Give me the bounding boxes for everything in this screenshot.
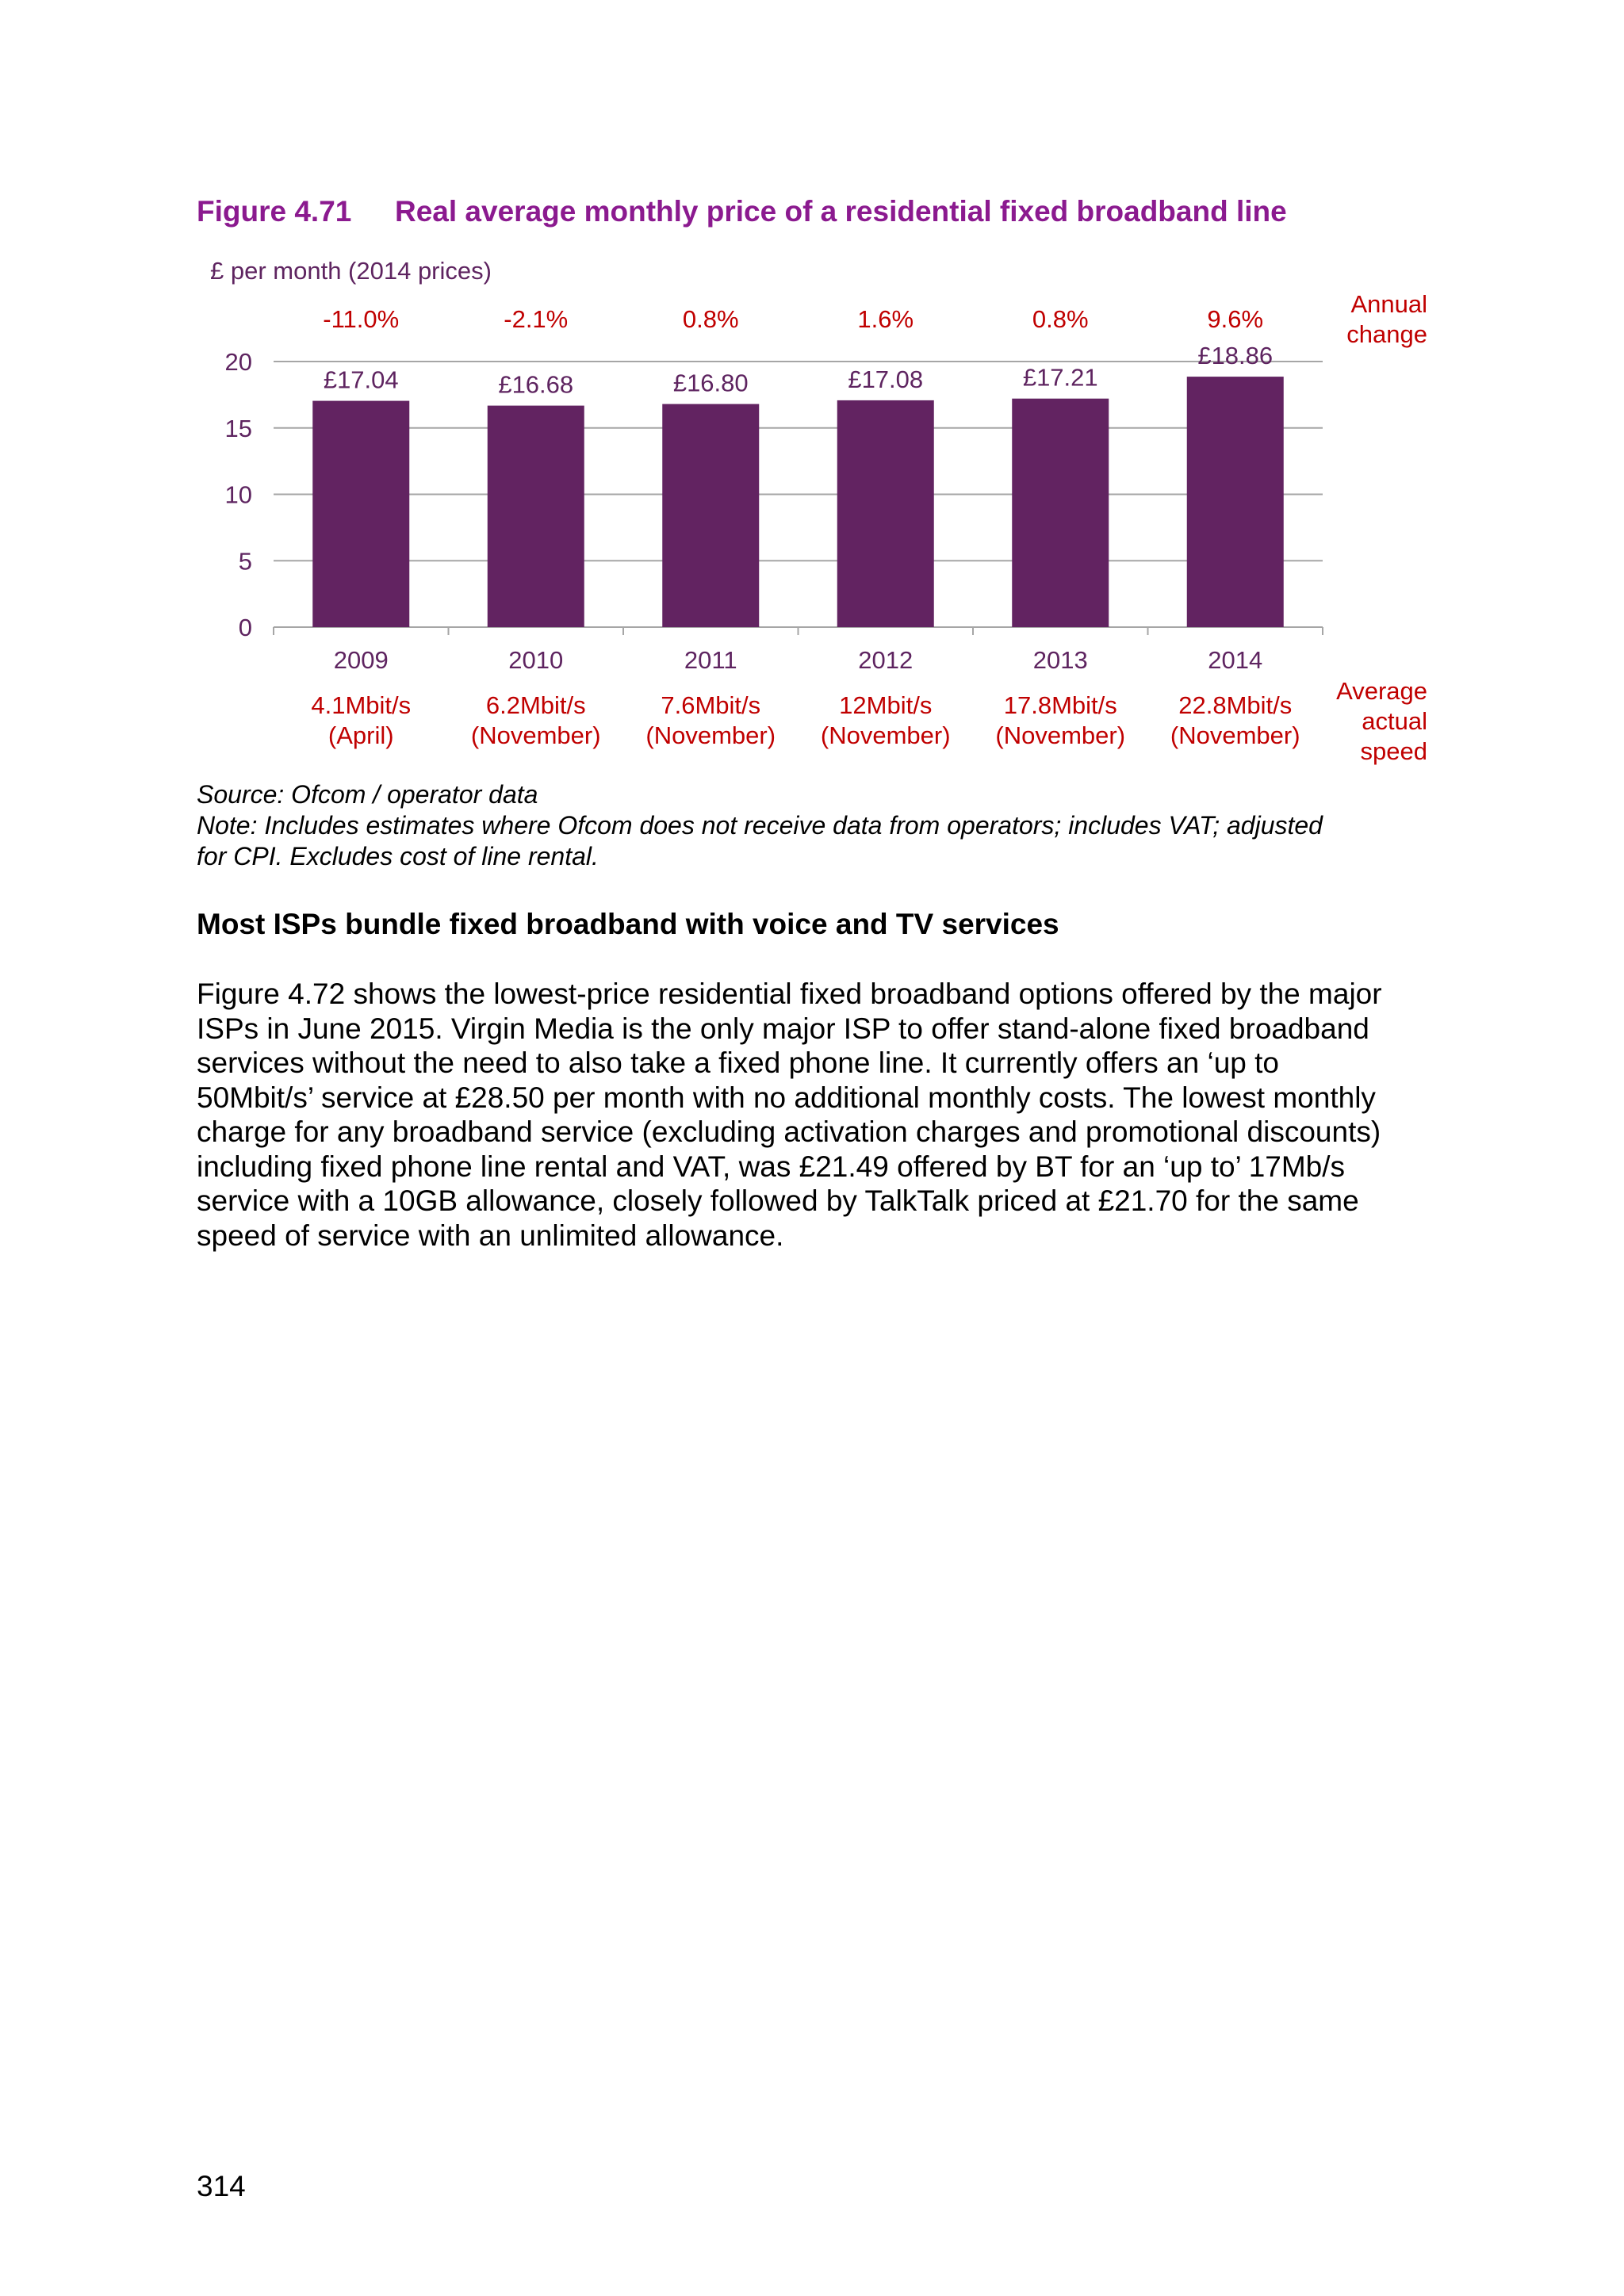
- annual-change-caption: change: [1346, 320, 1427, 348]
- x-tick-label: 2010: [508, 646, 564, 674]
- annual-change-label: 0.8%: [682, 305, 739, 333]
- bar-value-label: £18.86: [1197, 342, 1274, 370]
- figure-notes: [197, 779, 1434, 872]
- speed-label: 7.6Mbit/s: [661, 691, 761, 719]
- paragraph-line: 50Mbit/s’ service at £28.50 per month with no additional monthly costs. The lowest monthly: [197, 1081, 1376, 1114]
- speed-period-label: (April): [327, 721, 394, 749]
- speed-caption: speed: [1360, 737, 1427, 765]
- speed-label: 6.2Mbit/s: [485, 691, 586, 719]
- bar-value-label: £17.04: [323, 365, 399, 394]
- paragraph-line: speed of service with an unlimited allowance.: [197, 1219, 784, 1252]
- paragraph-line: charge for any broadband service (excluding activation charges and promotional discounts): [197, 1115, 1381, 1148]
- annual-change-label: 1.6%: [857, 305, 914, 333]
- x-tick-label: 2012: [858, 646, 914, 674]
- bar: [488, 406, 584, 627]
- paragraph-line: including fixed phone line rental and VAT, was £21.49 offered by BT for an ‘up to’ 17Mb/s: [197, 1150, 1346, 1183]
- x-tick-label: 2009: [333, 646, 389, 674]
- bar: [1012, 399, 1109, 627]
- speed-label: 4.1Mbit/s: [311, 691, 412, 719]
- x-tick-label: 2013: [1032, 646, 1088, 674]
- y-axis-label: £ per month (2014 prices): [210, 257, 492, 285]
- annual-change-caption: Annual: [1350, 290, 1427, 318]
- bar: [662, 404, 759, 627]
- speed-label: 17.8Mbit/s: [1003, 691, 1117, 719]
- y-tick-label: 5: [238, 547, 252, 576]
- speed-period-label: (November): [995, 721, 1126, 749]
- note-line-2: for CPI. Excludes cost of line rental.: [197, 842, 599, 871]
- body-paragraph: [197, 977, 1450, 1253]
- paragraph-line: services without the need to also take a fixed phone line. It currently offers an ‘up to: [197, 1047, 1280, 1079]
- figure-number: Figure 4.71: [197, 195, 352, 228]
- speed-label: 12Mbit/s: [839, 691, 933, 719]
- speed-caption: actual: [1362, 707, 1427, 735]
- paragraph-line: Figure 4.72 shows the lowest-price residential fixed broadband options offered by the major: [197, 978, 1382, 1010]
- bar-value-label: £16.80: [672, 369, 749, 397]
- paragraph-line: service with a 10GB allowance, closely followed by TalkTalk priced at £21.70 for the same: [197, 1184, 1359, 1217]
- speed-period-label: (November): [820, 721, 951, 749]
- paragraph-line: ISPs in June 2015. Virgin Media is the only major ISP to offer stand-alone fixed broadband: [197, 1012, 1369, 1045]
- y-tick-label: 20: [224, 348, 252, 376]
- source-line: Source: Ofcom / operator data: [197, 780, 538, 809]
- annual-change-label: 9.6%: [1207, 305, 1264, 333]
- section-heading: Most ISPs bundle fixed broadband with voice and TV services: [197, 908, 1059, 940]
- x-tick-label: 2014: [1208, 646, 1263, 674]
- y-tick-label: 0: [238, 614, 252, 641]
- bar-value-label: £17.08: [848, 365, 924, 393]
- bar-value-label: £16.68: [498, 370, 574, 399]
- y-tick-label: 10: [224, 480, 252, 509]
- speed-period-label: (November): [645, 721, 776, 749]
- figure-caption: Real average monthly price of a residential fixed broadband line: [395, 195, 1287, 228]
- x-tick-label: 2011: [684, 646, 737, 674]
- annual-change-label: -11.0%: [323, 305, 400, 333]
- bar: [312, 401, 409, 627]
- bar-chart: [0, 0, 1624, 793]
- speed-period-label: (November): [470, 721, 601, 749]
- speed-caption: Average: [1336, 677, 1427, 705]
- annual-change-label: -2.1%: [504, 305, 569, 333]
- bar: [837, 400, 934, 627]
- page-number: 314: [197, 2170, 246, 2202]
- note-line-1: Note: Includes estimates where Ofcom does not receive data from operators; includes VAT; adjusted: [197, 811, 1323, 840]
- y-tick-label: 15: [224, 414, 252, 442]
- speed-label: 22.8Mbit/s: [1178, 691, 1293, 719]
- bar-value-label: £17.21: [1022, 363, 1098, 392]
- speed-period-label: (November): [1170, 721, 1300, 749]
- bar: [1187, 377, 1284, 627]
- annual-change-label: 0.8%: [1032, 305, 1089, 333]
